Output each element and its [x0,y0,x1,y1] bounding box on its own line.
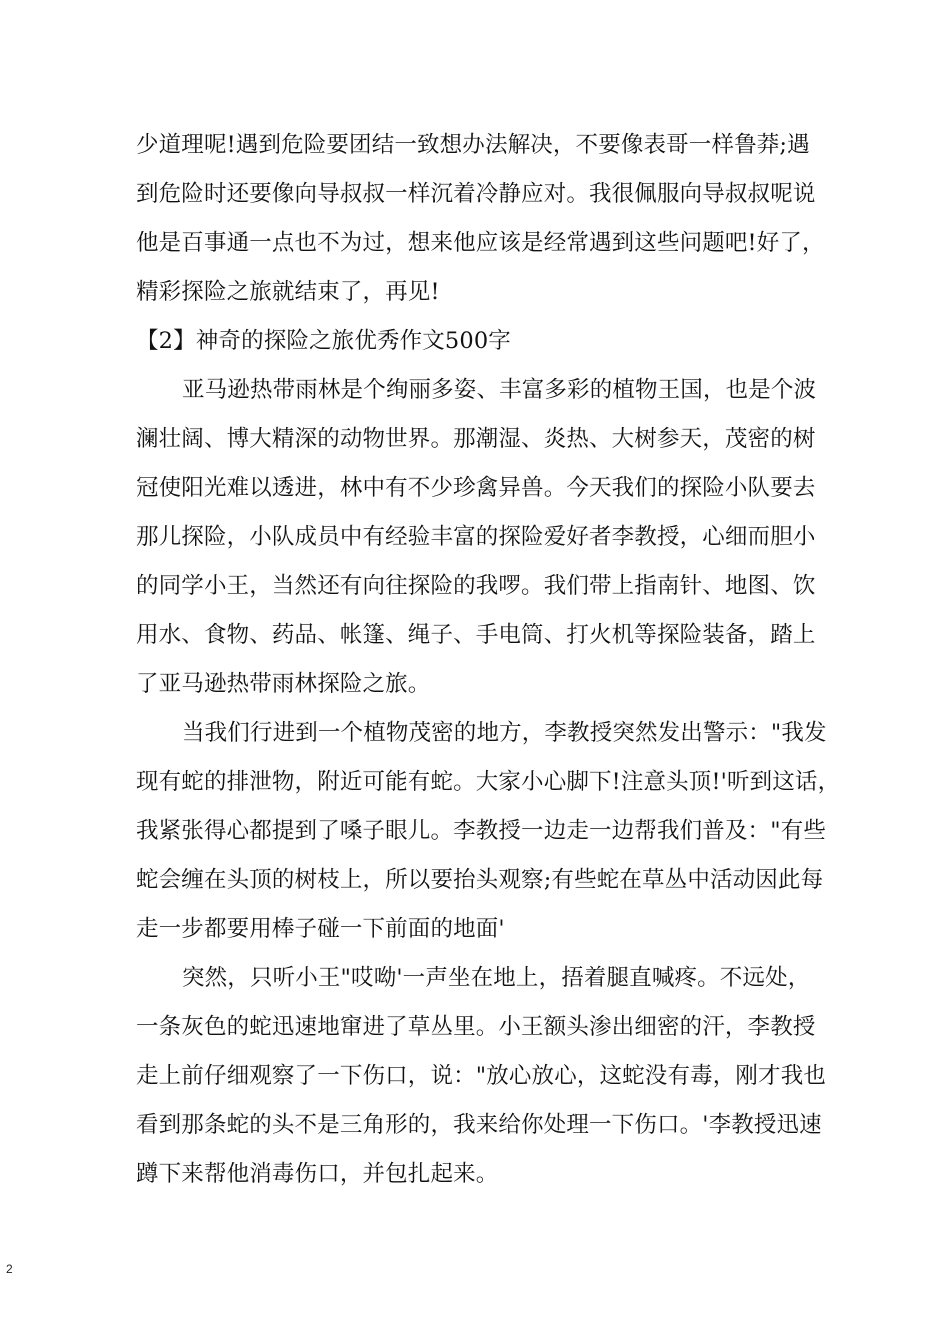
text-line: 到危险时还要像向导叔叔一样沉着冷静应对。我很佩服向导叔叔呢说 [136,181,816,207]
paragraph-first-line: 当我们行进到一个植物茂密的地方，李教授突然发出警示："我发 [182,720,827,746]
text-line: 现有蛇的排泄物，附近可能有蛇。大家小心脚下!注意头顶!'听到这话， [136,769,841,795]
text-line: 那儿探险，小队成员中有经验丰富的探险爱好者李教授，心细而胆小 [136,524,816,550]
text-line: 蹲下来帮他消毒伤口，并包扎起来。 [136,1161,499,1187]
text-line: 走一步都要用棒子碰一下前面的地面' [136,916,505,942]
text-line: 走上前仔细观察了一下伤口，说："放心放心，这蛇没有毒，刚才我也 [136,1063,827,1089]
paragraph-first-line: 亚马逊热带雨林是个绚丽多姿、丰富多彩的植物王国，也是个波 [182,377,817,403]
text-line: 用水、食物、药品、帐篷、绳子、手电筒、打火机等探险装备，踏上 [136,622,816,648]
text-line: 的同学小王，当然还有向往探险的我啰。我们带上指南针、地图、饮 [136,573,816,599]
text-line: 澜壮阔、博大精深的动物世界。那潮湿、炎热、大树参天，茂密的树 [136,426,816,452]
page-number: 2 [6,1262,13,1276]
section-heading: 【2】神奇的探险之旅优秀作文500字 [136,328,511,354]
text-line: 他是百事通一点也不为过，想来他应该是经常遇到这些问题吧!好了， [136,230,825,256]
text-line: 一条灰色的蛇迅速地窜进了草丛里。小王额头渗出细密的汗，李教授 [136,1014,816,1040]
text-line: 蛇会缠在头顶的树枝上，所以要抬头观察;有些蛇在草丛中活动因此每 [136,867,824,893]
text-line: 看到那条蛇的头不是三角形的，我来给你处理一下伤口。'李教授迅速 [136,1112,822,1138]
text-line: 了亚马逊热带雨林探险之旅。 [136,671,431,697]
text-line: 少道理呢!遇到危险要团结一致想办法解决，不要像表哥一样鲁莽;遇 [136,132,810,158]
paragraph-first-line: 突然，只听小王"哎呦'一声坐在地上，捂着腿直喊疼。不远处， [182,965,811,991]
text-line: 我紧张得心都提到了嗓子眼儿。李教授一边走一边帮我们普及："有些 [136,818,827,844]
text-line: 精彩探险之旅就结束了，再见! [136,279,440,305]
text-line: 冠使阳光难以透进，林中有不少珍禽异兽。今天我们的探险小队要去 [136,475,816,501]
